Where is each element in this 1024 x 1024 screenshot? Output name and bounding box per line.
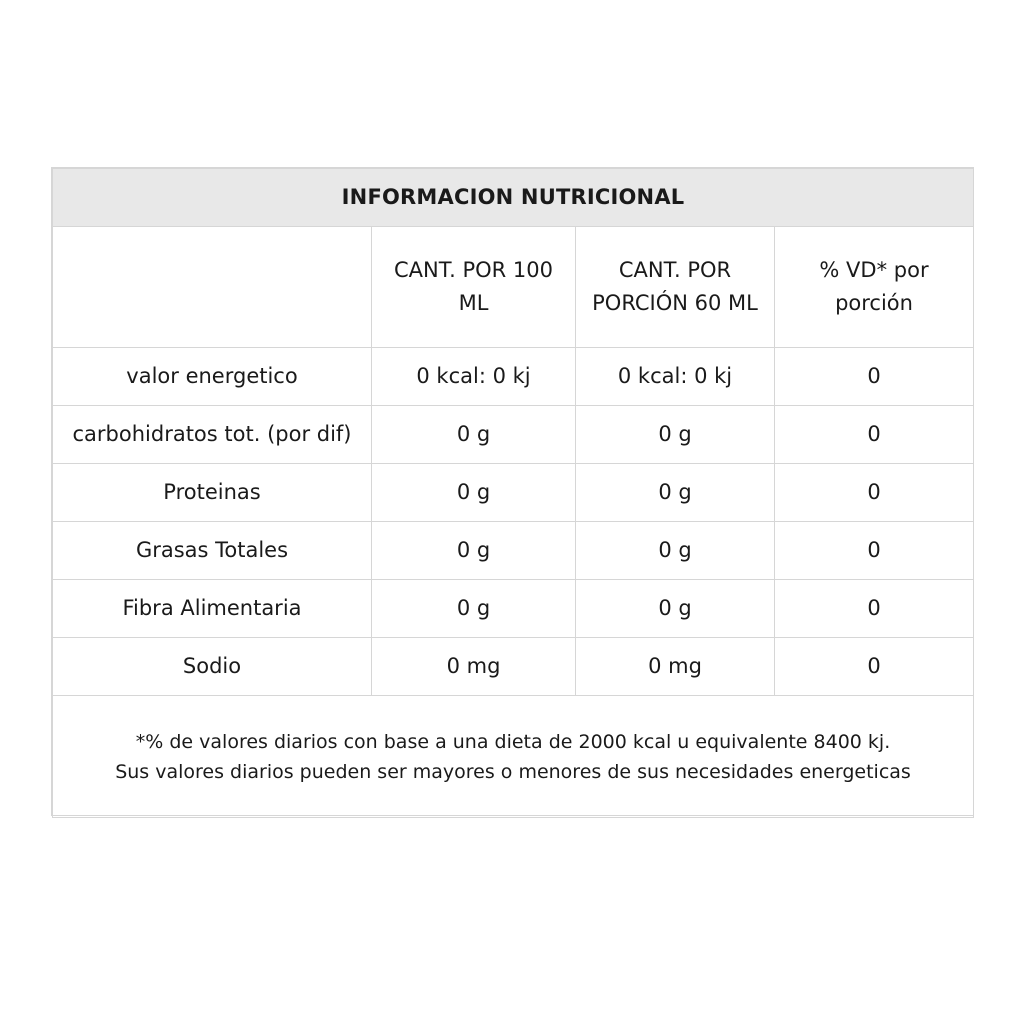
amount-per-portion: 0 g	[576, 406, 775, 464]
daily-value: 0	[775, 406, 974, 464]
footnote	[53, 696, 974, 818]
table-header-row	[53, 227, 974, 348]
header-daily-value: % VD* por porción	[775, 227, 974, 348]
nutrient-name: Grasas Totales	[53, 522, 372, 580]
nutrient-name: carbohidratos tot. (por dif)	[53, 406, 372, 464]
amount-per-100ml: 0 g	[372, 464, 576, 522]
daily-value: 0	[775, 522, 974, 580]
table-title: INFORMACION NUTRICIONAL	[53, 169, 974, 227]
amount-per-portion: 0 g	[576, 580, 775, 638]
amount-per-portion: 0 g	[576, 522, 775, 580]
nutrient-name: Sodio	[53, 638, 372, 696]
table-row	[53, 522, 974, 580]
header-nutrient	[53, 227, 372, 348]
table-row	[53, 406, 974, 464]
daily-value: 0	[775, 638, 974, 696]
amount-per-100ml: 0 kcal: 0 kj	[372, 348, 576, 406]
daily-value: 0	[775, 580, 974, 638]
table-row	[53, 638, 974, 696]
nutrient-name: valor energetico	[53, 348, 372, 406]
header-per-portion: CANT. POR PORCIÓN 60 ML	[576, 227, 775, 348]
nutrition-table-container	[51, 167, 974, 816]
amount-per-portion: 0 mg	[576, 638, 775, 696]
table-row	[53, 464, 974, 522]
daily-value: 0	[775, 464, 974, 522]
footnote-line-1: *% de valores diarios con base a una dieta de 2000 kcal u equivalente 8400 kj.	[135, 730, 891, 753]
footnote-row	[53, 696, 974, 818]
header-per-100ml: CANT. POR 100 ML	[372, 227, 576, 348]
amount-per-100ml: 0 g	[372, 580, 576, 638]
amount-per-100ml: 0 g	[372, 522, 576, 580]
nutrient-name: Fibra Alimentaria	[53, 580, 372, 638]
amount-per-portion: 0 kcal: 0 kj	[576, 348, 775, 406]
nutrition-table	[52, 168, 974, 818]
amount-per-100ml: 0 mg	[372, 638, 576, 696]
amount-per-100ml: 0 g	[372, 406, 576, 464]
nutrient-name: Proteinas	[53, 464, 372, 522]
daily-value: 0	[775, 348, 974, 406]
amount-per-portion: 0 g	[576, 464, 775, 522]
table-row	[53, 580, 974, 638]
table-row	[53, 348, 974, 406]
footnote-line-2: Sus valores diarios pueden ser mayores o menores de sus necesidades energeticas	[115, 760, 911, 783]
table-title-row	[53, 169, 974, 227]
